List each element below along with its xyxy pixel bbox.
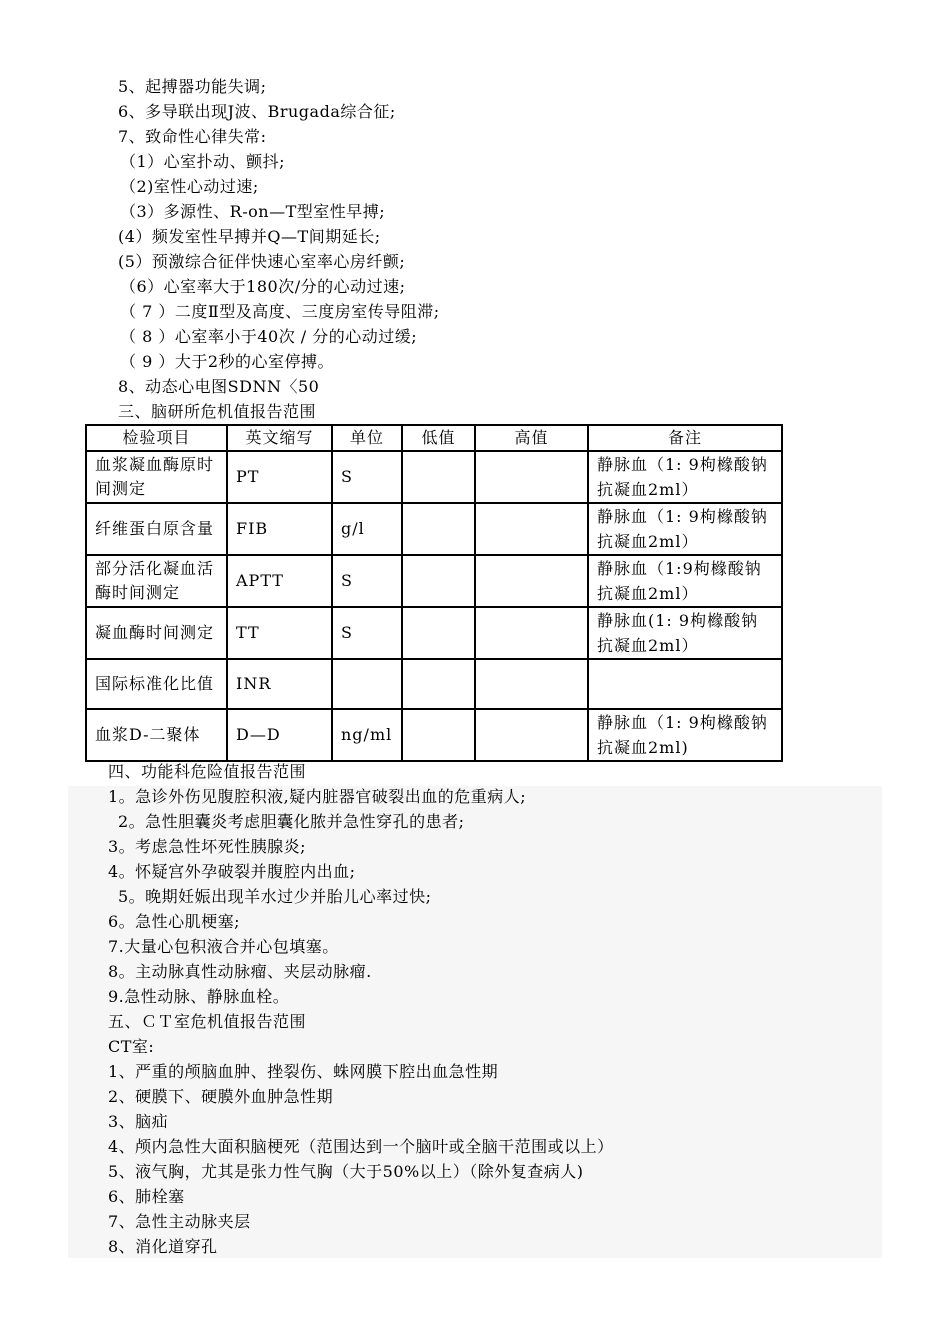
table-row [86, 503, 782, 555]
list-item: 8。主动脉真性动脉瘤、夹层动脉瘤. [108, 962, 372, 981]
cell-abbr: INR [227, 659, 332, 709]
cell-unit [332, 659, 402, 709]
cell-low [402, 451, 475, 503]
list-item: 6、多导联出现J波、Brugada综合征; [118, 102, 396, 121]
subsection-label: CT室: [108, 1037, 155, 1056]
list-item: 7、致命性心律失常: [118, 127, 267, 146]
list-item: （1）心室扑动、颤抖; [120, 152, 286, 171]
list-item: 1。急诊外伤见腹腔积液,疑内脏器官破裂出血的危重病人; [108, 787, 527, 806]
list-item: 5、液气胸，尤其是张力性气胸（大于50%以上）（除外复查病人) [108, 1162, 584, 1181]
list-item: 7.大量心包积液合并心包填塞。 [108, 937, 339, 956]
cell-low [402, 659, 475, 709]
cell-abbr: PT [227, 451, 332, 503]
list-item: 3。考虑急性坏死性胰腺炎; [108, 837, 307, 856]
cell-high [475, 503, 588, 555]
list-item: 7、急性主动脉夹层 [108, 1212, 251, 1231]
cell-unit: S [332, 607, 402, 659]
table-row [86, 451, 782, 503]
list-item: （ 7 ）二度Ⅱ型及高度、三度房室传导阻滞; [120, 302, 440, 321]
header-note: 备注 [588, 425, 782, 451]
cell-item: 血浆凝血酶原时间测定 [86, 451, 227, 503]
cell-unit: g/l [332, 503, 402, 555]
cell-high [475, 659, 588, 709]
cell-note: 静脉血(1: 9枸橼酸钠抗凝血2ml） [588, 607, 782, 659]
cell-item: 血浆D-二聚体 [86, 709, 227, 761]
table-row [86, 555, 782, 607]
cell-abbr: TT [227, 607, 332, 659]
cell-high [475, 607, 588, 659]
cell-item: 部分活化凝血活酶时间测定 [86, 555, 227, 607]
list-item: 5。晚期妊娠出现羊水过少并胎儿心率过快; [118, 887, 432, 906]
list-item: （6）心室率大于180次/分的心动过速; [120, 277, 406, 296]
header-unit: 单位 [332, 425, 402, 451]
cell-note: 静脉血（1: 9枸橼酸钠抗凝血2ml） [588, 451, 782, 503]
cell-note [588, 659, 782, 709]
cell-unit: ng/ml [332, 709, 402, 761]
cell-abbr: D—D [227, 709, 332, 761]
list-item: （2)室性心动过速; [120, 177, 259, 196]
cell-high [475, 555, 588, 607]
cell-unit: S [332, 451, 402, 503]
list-item: 2、硬膜下、硬膜外血肿急性期 [108, 1087, 334, 1106]
cell-note: 静脉血（1: 9枸橼酸钠抗凝血2ml） [588, 503, 782, 555]
cell-high [475, 451, 588, 503]
list-item: （ 8 ）心室率小于40次 / 分的心动过缓; [120, 327, 418, 346]
cell-low [402, 555, 475, 607]
list-item: 9.急性动脉、静脉血栓。 [108, 987, 290, 1006]
cell-abbr: FIB [227, 503, 332, 555]
cell-abbr: APTT [227, 555, 332, 607]
list-item: 2。急性胆囊炎考虑胆囊化脓并急性穿孔的患者; [118, 812, 465, 831]
section-title: 三、脑研所危机值报告范围 [118, 402, 317, 421]
list-item: 8、消化道穿孔 [108, 1237, 218, 1256]
list-item: 6。急性心肌梗塞; [108, 912, 241, 931]
cell-low [402, 503, 475, 555]
critical-value-table [85, 424, 783, 762]
header-high: 高值 [475, 425, 588, 451]
section-title: 五、ＣＴ室危机值报告范围 [108, 1012, 307, 1031]
list-item: 4。怀疑宫外孕破裂并腹腔内出血; [108, 862, 356, 881]
list-item: （3）多源性、R-on—T型室性早搏; [120, 202, 386, 221]
cell-item: 国际标准化比值 [86, 659, 227, 709]
list-item: 5、起搏器功能失调; [118, 77, 267, 96]
cell-item: 凝血酶时间测定 [86, 607, 227, 659]
cell-low [402, 607, 475, 659]
header-low: 低值 [402, 425, 475, 451]
section-title: 四、功能科危险值报告范围 [108, 762, 307, 781]
cell-low [402, 709, 475, 761]
table-row [86, 607, 782, 659]
list-item: 4、颅内急性大面积脑梗死（范围达到一个脑叶或全脑干范围或以上） [108, 1137, 614, 1156]
list-item: (4）频发室性早搏并Q—T间期延长; [118, 227, 381, 246]
list-item: 6、肺栓塞 [108, 1187, 185, 1206]
list-item: 1、严重的颅脑血肿、挫裂伤、蛛网膜下腔出血急性期 [108, 1062, 499, 1081]
list-item: 3、脑疝 [108, 1112, 169, 1131]
list-item: 8、动态心电图SDNN〈50 [118, 377, 320, 396]
cell-item: 纤维蛋白原含量 [86, 503, 227, 555]
table-row [86, 709, 782, 761]
cell-note: 静脉血（1:9枸橼酸钠抗凝血2ml） [588, 555, 782, 607]
cell-unit: S [332, 555, 402, 607]
list-item: (5）预激综合征伴快速心室率心房纤颤; [118, 252, 406, 271]
cell-high [475, 709, 588, 761]
header-abbr: 英文缩写 [227, 425, 332, 451]
cell-note: 静脉血（1: 9枸橼酸钠抗凝血2ml) [588, 709, 782, 761]
table-header-row [86, 425, 782, 451]
list-item: （ 9 ）大于2秒的心室停搏。 [120, 352, 335, 371]
header-item: 检验项目 [86, 425, 227, 451]
table-row [86, 659, 782, 709]
